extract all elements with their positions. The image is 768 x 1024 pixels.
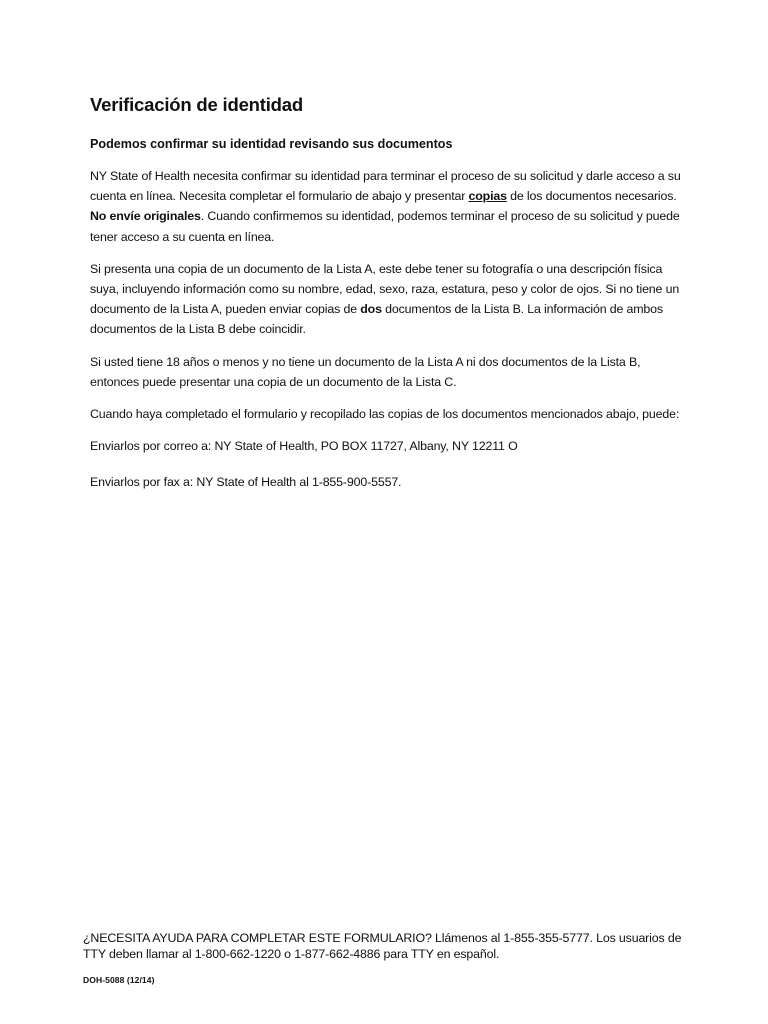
paragraph-intro: [90, 166, 690, 247]
paragraph-instructions: Cuando haya completado el formulario y recopilado las copias de los documentos mencionados abajo, puede:: [90, 407, 680, 422]
paragraph-intro-part-a: NY State of Health necesita confirmar su identidad para terminar el proceso de su solicitud y darle acceso a su cuenta en línea. Necesita completar el formulario de abajo y presentar: [90, 169, 681, 204]
no-envie-originales-emphasis: No envíe originales: [90, 209, 201, 224]
paragraph-fax: Enviarlos por fax a: NY State of Health al 1-855-900-5557.: [90, 475, 402, 490]
paragraph-intro-part-b: de los documentos necesarios.: [506, 189, 677, 204]
paragraph-lista-a-part-b: documentos de la Lista B. La información de ambos documentos de la Lista B debe coincidir.: [90, 302, 663, 337]
form-code: DOH-5088 (12/14): [83, 975, 155, 985]
paragraph-lista-a: [90, 259, 690, 340]
page-title: Verificación de identidad: [90, 94, 303, 115]
paragraph-lista-c: Si usted tiene 18 años o menos y no tiene un documento de la Lista A ni dos documentos de la Lista B, entonces puede presentar una copia de un documento de la Lista C.: [90, 354, 641, 389]
footer-help-text: ¿NECESITA AYUDA PARA COMPLETAR ESTE FORMULARIO? Llámenos al 1-855-355-5777. Los usuarios de TTY deben llamar al 1-800-662-1220 o 1-877-662-4886 para TTY en español.: [83, 931, 682, 961]
section-subtitle: Podemos confirmar su identidad revisando sus documentos: [90, 137, 453, 151]
dos-emphasis: dos: [360, 302, 382, 317]
document-body: [90, 94, 690, 509]
paragraph-lista-a-part-a: Si presenta una copia de un documento de la Lista A, este debe tener su fotografía o una descripción física suya, incluyendo información como su nombre, edad, sexo, raza, estatura, peso y color de ojos. Si no tiene un documento de la Lista A, pueden enviar copias de: [90, 261, 680, 317]
paragraph-intro-part-c: . Cuando confirmemos su identidad, podemos terminar el proceso de su solicitud y puede tener acceso a su cuenta en línea.: [90, 209, 680, 244]
paragraph-mail: Enviarlos por correo a: NY State of Health, PO BOX 11727, Albany, NY 12211 O: [90, 439, 518, 454]
copias-emphasis: copias: [468, 189, 507, 204]
